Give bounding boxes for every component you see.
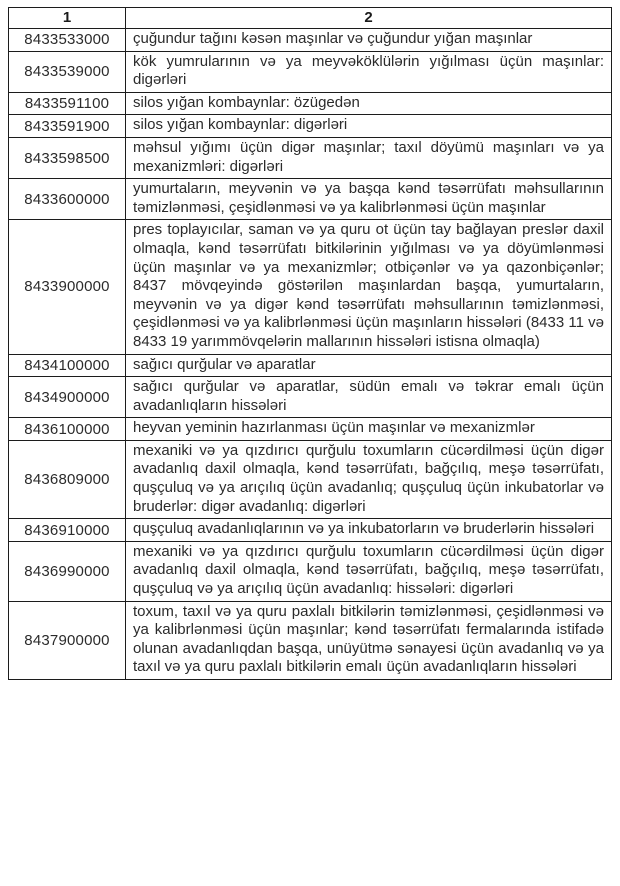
table-row: [9, 541, 612, 601]
code-cell: 8433600000: [9, 179, 126, 220]
description-cell: pres toplayıcılar, saman və ya quru ot üçün tay bağlayan preslər daxil olmaqla, kənd təsərrüfatı bitkilərinin yığılması və ya döyümlənməsi üçün maşınlar və ya mexanizmlər; otbiçənlər və ya qazonbiçənlər; 8437 mövqeyində göstərilən maşınlardan başqa, yumurtaların, meyvənin və ya digər kənd təsərrüfatı məhsullarının təmizlənməsi, çeşidlənməsi və ya kalibrlənməsi üçün maşınların hissələri (8433 11 və 8433 19 yarımmövqelərin mallarının hissələri istisna olmaqla): [126, 220, 612, 354]
column-header-description: 2: [126, 8, 612, 29]
code-cell: 8436100000: [9, 418, 126, 441]
table-row: [9, 601, 612, 679]
column-header-code: 1: [9, 8, 126, 29]
description-cell: çuğundur tağını kəsən maşınlar və çuğundur yığan maşınlar: [126, 29, 612, 52]
table-row: [9, 115, 612, 138]
code-cell: 8437900000: [9, 601, 126, 679]
table-row: [9, 51, 612, 92]
description-cell: silos yığan kombaynlar: özügedən: [126, 92, 612, 115]
description-cell: məhsul yığımı üçün digər maşınlar; taxıl döyümü maşınları və ya mexanizmləri: digərləri: [126, 137, 612, 178]
code-cell: 8434100000: [9, 354, 126, 377]
description-cell: mexaniki və ya qızdırıcı qurğulu toxumların cücərdilməsi üçün digər avadanlıq daxil olmaqla, kənd təsərrüfatı, bağçılıq, meşə təsərrüfatı, quşçuluq və ya arıçılıq üçün avadanlıq: hissələri: digərləri: [126, 541, 612, 601]
table-row: [9, 29, 612, 52]
code-cell: 8436990000: [9, 541, 126, 601]
description-cell: quşçuluq avadanlıqlarının və ya inkubatorların və bruderlərin hissələri: [126, 519, 612, 542]
code-cell: 8433591900: [9, 115, 126, 138]
code-cell: 8436910000: [9, 519, 126, 542]
table-row: [9, 440, 612, 518]
table-row: [9, 220, 612, 354]
description-cell: silos yığan kombaynlar: digərləri: [126, 115, 612, 138]
description-cell: kök yumrularının və ya meyvəköklülərin yığılması üçün maşınlar: digərləri: [126, 51, 612, 92]
description-cell: sağıcı qurğular və aparatlar: [126, 354, 612, 377]
table-row: [9, 137, 612, 178]
description-cell: toxum, taxıl və ya quru paxlalı bitkilərin təmizlənməsi, çeşidlənməsi və ya kalibrlənməsi üçün maşınlar; kənd təsərrüfatı fermalarında istifadə olunan avadanlıqdan başqa, unüyütmə sənayesi üçün avadanlıq və ya taxıl və ya quru paxlalı bitkilərin emalı üçün avadanlıqların hissələri: [126, 601, 612, 679]
code-cell: 8433598500: [9, 137, 126, 178]
description-cell: heyvan yeminin hazırlanması üçün maşınlar və mexanizmlər: [126, 418, 612, 441]
header-row: [9, 8, 612, 29]
description-cell: sağıcı qurğular və aparatlar, südün emalı və təkrar emalı üçün avadanlıqların hissələri: [126, 377, 612, 418]
code-cell: 8433900000: [9, 220, 126, 354]
code-cell: 8433591100: [9, 92, 126, 115]
table-row: [9, 418, 612, 441]
tariff-code-table: [8, 7, 612, 680]
table-row: [9, 377, 612, 418]
description-cell: yumurtaların, meyvənin və ya başqa kənd təsərrüfatı məhsullarının təmizlənməsi, çeşidlənməsi və ya kalibrlənməsi üçün maşınlar: [126, 179, 612, 220]
table-row: [9, 92, 612, 115]
description-cell: mexaniki və ya qızdırıcı qurğulu toxumların cücərdilməsi üçün digər avadanlıq daxil olmaqla, kənd təsərrüfatı, bağçılıq, meşə təsərrüfatı, quşçuluq və ya arıçılıq üçün avadanlıq; quşçuluq üçün inkubatorlar və bruderlər: digər avadanlıq: digərləri: [126, 440, 612, 518]
table-row: [9, 179, 612, 220]
table-row: [9, 354, 612, 377]
table-row: [9, 519, 612, 542]
code-cell: 8434900000: [9, 377, 126, 418]
code-cell: 8436809000: [9, 440, 126, 518]
code-cell: 8433539000: [9, 51, 126, 92]
code-cell: 8433533000: [9, 29, 126, 52]
table-body: [9, 29, 612, 680]
